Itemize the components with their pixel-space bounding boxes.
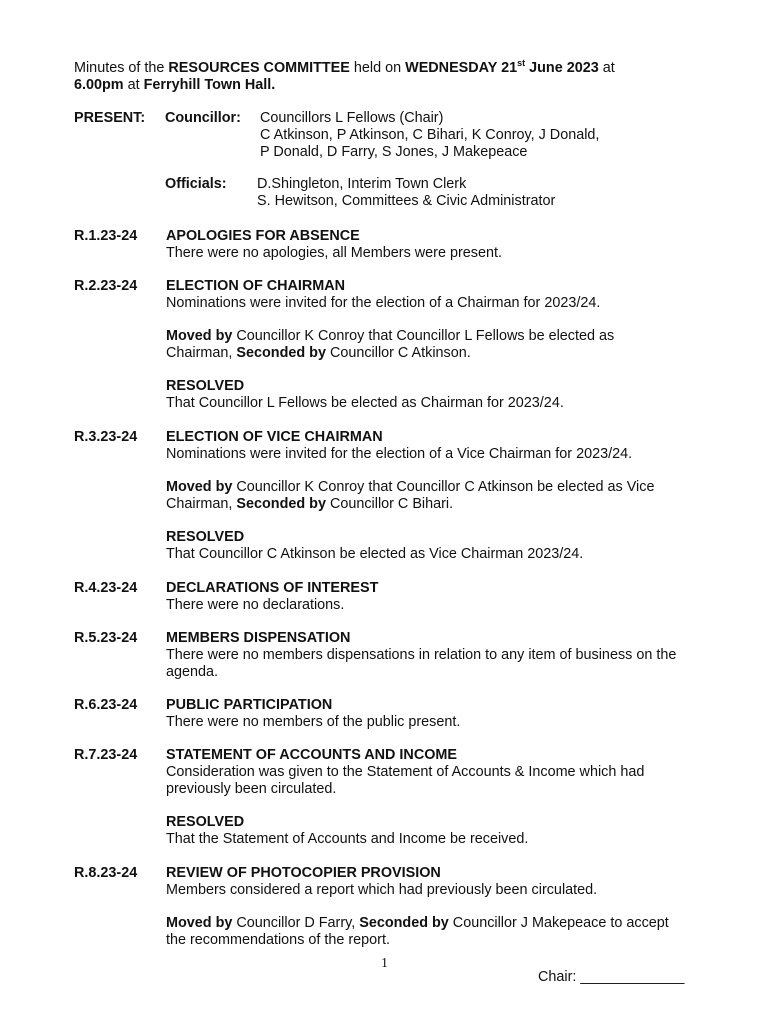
item-number: R.2.23-24: [74, 278, 138, 294]
item-title: STATEMENT OF ACCOUNTS AND INCOME: [166, 747, 457, 763]
item-text: Consideration was given to the Statement of Accounts & Income which had previously been circulated.: [166, 764, 645, 797]
motion-text: Moved by Councillor K Conroy that Councillor L Fellows be elected as Chairman, Seconded by Councillor C Atkinson.: [166, 328, 615, 361]
item-text: Nominations were invited for the election of a Vice Chairman for 2023/24.: [166, 446, 633, 462]
item-text: There were no declarations.: [166, 597, 345, 613]
meeting-venue: Ferryhill Town Hall.: [143, 77, 276, 93]
heading-text: held on: [349, 60, 406, 76]
item-number: R.3.23-24: [74, 429, 138, 445]
councillor-line: Councillors L Fellows (Chair): [260, 110, 444, 126]
officials-label: Officials:: [165, 176, 227, 192]
heading-text: at: [123, 77, 144, 93]
item-text: There were no members dispensations in relation to any item of business on the agenda.: [166, 647, 677, 680]
resolved-text: That Councillor C Atkinson be elected as Vice Chairman 2023/24.: [166, 546, 584, 562]
resolution: [166, 529, 706, 563]
item-number: R.4.23-24: [74, 580, 138, 596]
agenda-item: [166, 429, 706, 463]
resolved-text: That Councillor L Fellows be elected as Chairman for 2023/24.: [166, 395, 564, 411]
item-number: R.5.23-24: [74, 630, 138, 646]
meeting-date: WEDNESDAY 21st June 2023: [405, 58, 599, 76]
agenda-item: [166, 630, 706, 681]
item-title: DECLARATIONS OF INTEREST: [166, 580, 379, 596]
item-text: Nominations were invited for the election of a Chairman for 2023/24.: [166, 295, 601, 311]
item-title: MEMBERS DISPENSATION: [166, 630, 351, 646]
official-line: D.Shingleton, Interim Town Clerk: [257, 176, 467, 192]
councillor-line: C Atkinson, P Atkinson, C Bihari, K Conroy, J Donald,: [260, 127, 600, 143]
item-number: R.7.23-24: [74, 747, 138, 763]
item-text: Members considered a report which had previously been circulated.: [166, 882, 598, 898]
councillor-list: [260, 110, 700, 161]
agenda-item: [166, 747, 696, 798]
agenda-item: [166, 865, 706, 899]
item-title: PUBLIC PARTICIPATION: [166, 697, 333, 713]
councillor-line: P Donald, D Farry, S Jones, J Makepeace: [260, 144, 528, 160]
motion-text: Moved by Councillor D Farry, Seconded by Councillor J Makepeace to accept the recommendations of the report.: [166, 915, 669, 948]
item-text: There were no apologies, all Members were present.: [166, 245, 502, 261]
meeting-time: 6.00pm: [74, 77, 124, 93]
resolution: [166, 378, 706, 412]
agenda-item: [166, 580, 706, 614]
resolved-label: RESOLVED: [166, 814, 245, 830]
motion-text: Moved by Councillor K Conroy that Councillor C Atkinson be elected as Vice Chairman, Seconded by Councillor C Bihari.: [166, 479, 655, 512]
heading-text: Minutes of the: [74, 60, 169, 76]
resolved-label: RESOLVED: [166, 378, 245, 394]
agenda-item: [166, 278, 706, 312]
heading-text: at: [598, 60, 615, 76]
page-number: 1: [381, 956, 388, 971]
minutes-heading: [74, 60, 714, 94]
resolved-label: RESOLVED: [166, 529, 245, 545]
agenda-item: [166, 697, 706, 731]
item-title: REVIEW OF PHOTOCOPIER PROVISION: [166, 865, 441, 881]
resolved-text: That the Statement of Accounts and Income be received.: [166, 831, 529, 847]
item-number: R.8.23-24: [74, 865, 138, 881]
committee-name: RESOURCES COMMITTEE: [168, 60, 350, 76]
item-title: ELECTION OF VICE CHAIRMAN: [166, 429, 383, 445]
officials-list: [257, 176, 697, 210]
agenda-item: [166, 228, 706, 262]
item-number: R.6.23-24: [74, 697, 138, 713]
official-line: S. Hewitson, Committees & Civic Administrator: [257, 193, 556, 209]
item-text: There were no members of the public present.: [166, 714, 461, 730]
item-number: R.1.23-24: [74, 228, 138, 244]
item-title: APOLOGIES FOR ABSENCE: [166, 228, 360, 244]
present-label: PRESENT:: [74, 110, 146, 126]
resolution: [166, 814, 706, 848]
councillor-label: Councillor:: [165, 110, 241, 126]
chair-signature-line: Chair: _____________: [538, 969, 685, 985]
item-title: ELECTION OF CHAIRMAN: [166, 278, 346, 294]
